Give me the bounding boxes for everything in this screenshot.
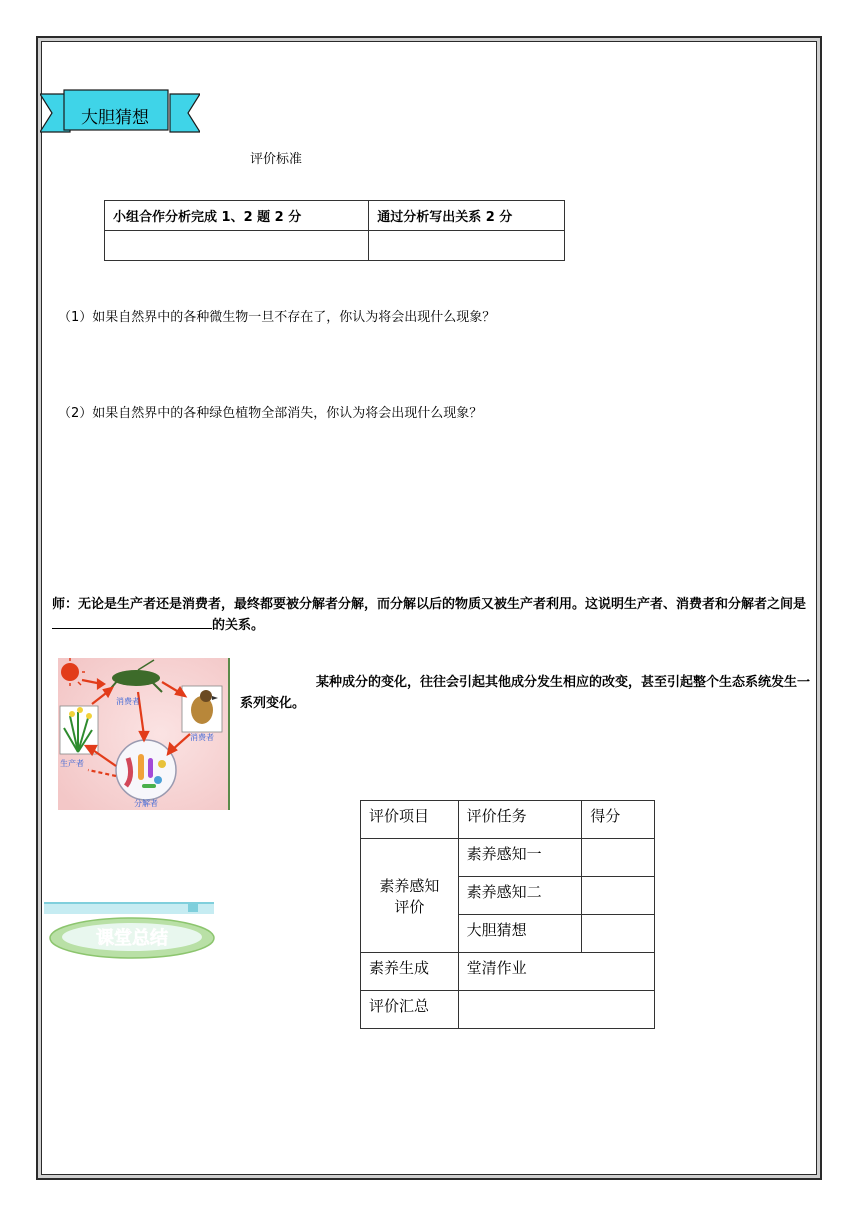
eval-group-label: 素养感知 评价 (361, 839, 459, 953)
answer-blank (52, 616, 212, 629)
criteria-cell-2 (369, 231, 565, 261)
eval-task-1: 素养感知一 (458, 839, 582, 877)
teacher-note (52, 594, 822, 636)
eval-header-score: 得分 (582, 801, 655, 839)
eval-score-1 (582, 839, 655, 877)
sun-icon (61, 663, 79, 681)
teacher-note-text: 师：无论是生产者还是消费者，最终都要被分解者分解，而分解以后的物质又被生产者利用。这说明生产者、消费者和分解者之间是 (52, 597, 807, 612)
ribbon-label: 大胆猜想 (81, 107, 149, 128)
criteria-table (104, 200, 565, 261)
eval-task-2: 素养感知二 (458, 877, 582, 915)
eval-header-item: 评价项目 (361, 801, 459, 839)
eval-generate-task: 堂清作业 (458, 953, 654, 991)
microbe-circle (116, 740, 176, 800)
criteria-title: 评价标准 (250, 152, 303, 167)
eval-score-3 (582, 915, 655, 953)
question-1: （1）如果自然界中的各种微生物一旦不存在了，你认为将会出现什么现象？ (58, 310, 496, 325)
criteria-header-2: 通过分析写出关系 2 分 (369, 201, 565, 231)
eval-header-task: 评价任务 (458, 801, 582, 839)
label-producer: 生产者 (60, 759, 84, 768)
eval-summary-value (458, 991, 654, 1029)
label-decomposer: 分解者 (134, 799, 158, 808)
label-consumer-1: 消费者 (116, 697, 140, 706)
label-consumer-2: 消费者 (190, 733, 214, 742)
evaluation-table (360, 800, 655, 1029)
teacher-note-end: 的关系。 (212, 618, 265, 633)
eval-task-3: 大胆猜想 (458, 915, 582, 953)
eval-summary-item: 评价汇总 (361, 991, 459, 1029)
question-2: （2）如果自然界中的各种绿色植物全部消失，你认为将会出现什么现象？ (58, 406, 483, 421)
ecosystem-figure (58, 658, 230, 810)
change-text: 某种成分的变化，往往会引起其他成分发生相应的改变，甚至引起整个生态系统发生一系列变化。 (240, 675, 811, 711)
eval-generate-item: 素养生成 (361, 953, 459, 991)
criteria-header-1: 小组合作分析完成 1、2 题 2 分 (105, 201, 369, 231)
criteria-cell-1 (105, 231, 369, 261)
eval-score-2 (582, 877, 655, 915)
summary-label: 课堂总结 (96, 928, 168, 949)
summary-badge (40, 898, 220, 962)
